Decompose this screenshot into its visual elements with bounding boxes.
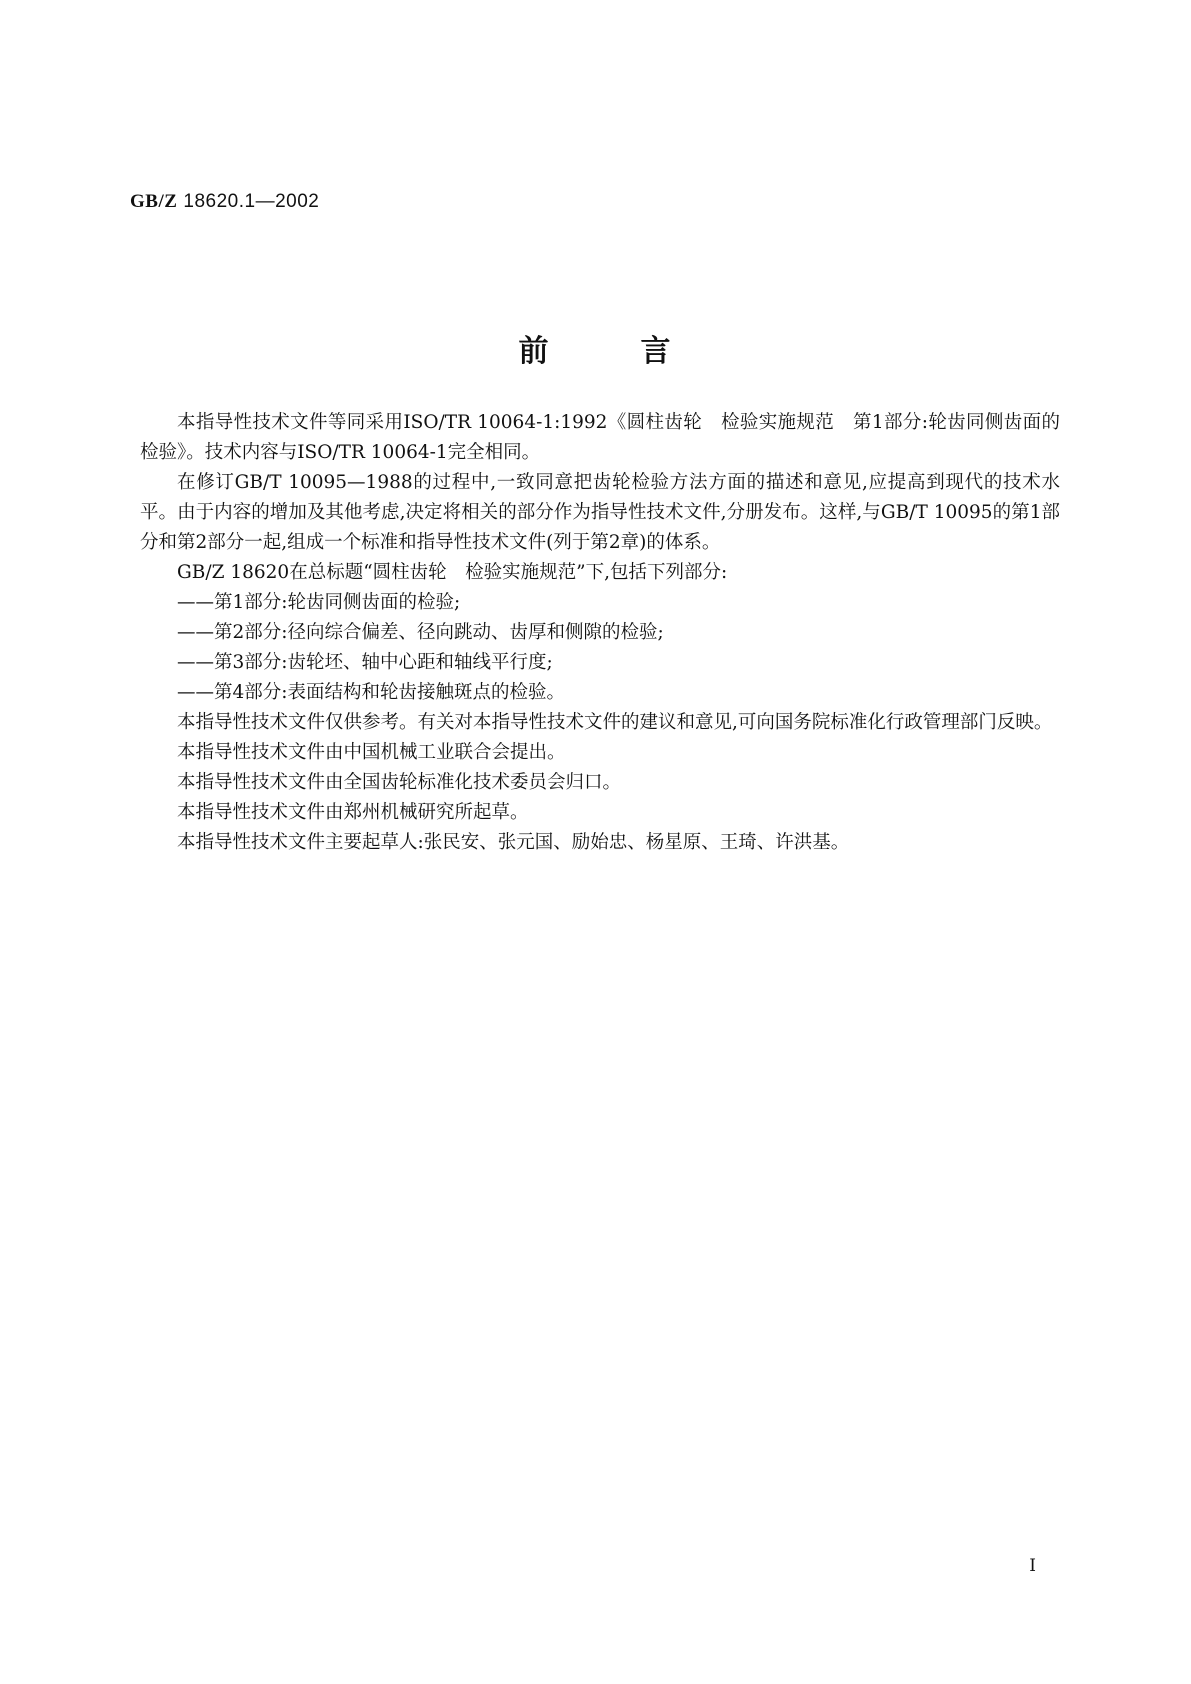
list-item-part1: ——第1部分:轮齿同侧齿面的检验;: [177, 592, 461, 613]
section-title-part1: 前: [518, 334, 551, 369]
paragraph-revision: 在修订GB/T 10095—1988的过程中,一致同意把齿轮检验方法方面的描述和意见,应提高到现代的技术水平。由于内容的增加及其他考虑,决定将相关的部分作为指导性技术文件,分册发布。这样,与GB/T 10095的第1部分和第2部分一起,组成一个标准和指导性技术文件(列于第2章)的体系。: [140, 472, 1060, 553]
section-title: [0, 326, 1191, 370]
paragraph-drafted-by: 本指导性技术文件由郑州机械研究所起草。: [177, 802, 529, 823]
page-number: I: [1029, 1556, 1036, 1576]
section-title-part2: 言: [640, 334, 673, 369]
list-item-part3: ——第3部分:齿轮坯、轴中心距和轴线平行度;: [177, 652, 553, 673]
paragraph-proposed-by: 本指导性技术文件由中国机械工业联合会提出。: [177, 742, 566, 763]
paragraph-parts-intro: GB/Z 18620在总标题“圆柱齿轮 检验实施规范”下,包括下列部分:: [177, 562, 728, 583]
list-item-part4: ——第4部分:表面结构和轮齿接触斑点的检验。: [177, 682, 566, 703]
document-code: [130, 190, 319, 213]
paragraph-drafters: 本指导性技术文件主要起草人:张民安、张元国、励始忠、杨星原、王琦、许洪基。: [177, 832, 850, 853]
document-code-number: 18620.1—2002: [183, 191, 320, 212]
document-code-prefix: GB/Z: [130, 191, 178, 212]
paragraph-adoption: 本指导性技术文件等同采用ISO/TR 10064-1:1992《圆柱齿轮 检验实施规范 第1部分:轮齿同侧齿面的检验》。技术内容与ISO/TR 10064-1完全相同。: [140, 412, 1060, 463]
foreword-body: [140, 408, 1060, 858]
paragraph-reference-only: 本指导性技术文件仅供参考。有关对本指导性技术文件的建议和意见,可向国务院标准化行政管理部门反映。: [177, 712, 1053, 733]
paragraph-managed-by: 本指导性技术文件由全国齿轮标准化技术委员会归口。: [177, 772, 622, 793]
list-item-part2: ——第2部分:径向综合偏差、径向跳动、齿厚和侧隙的检验;: [177, 622, 664, 643]
